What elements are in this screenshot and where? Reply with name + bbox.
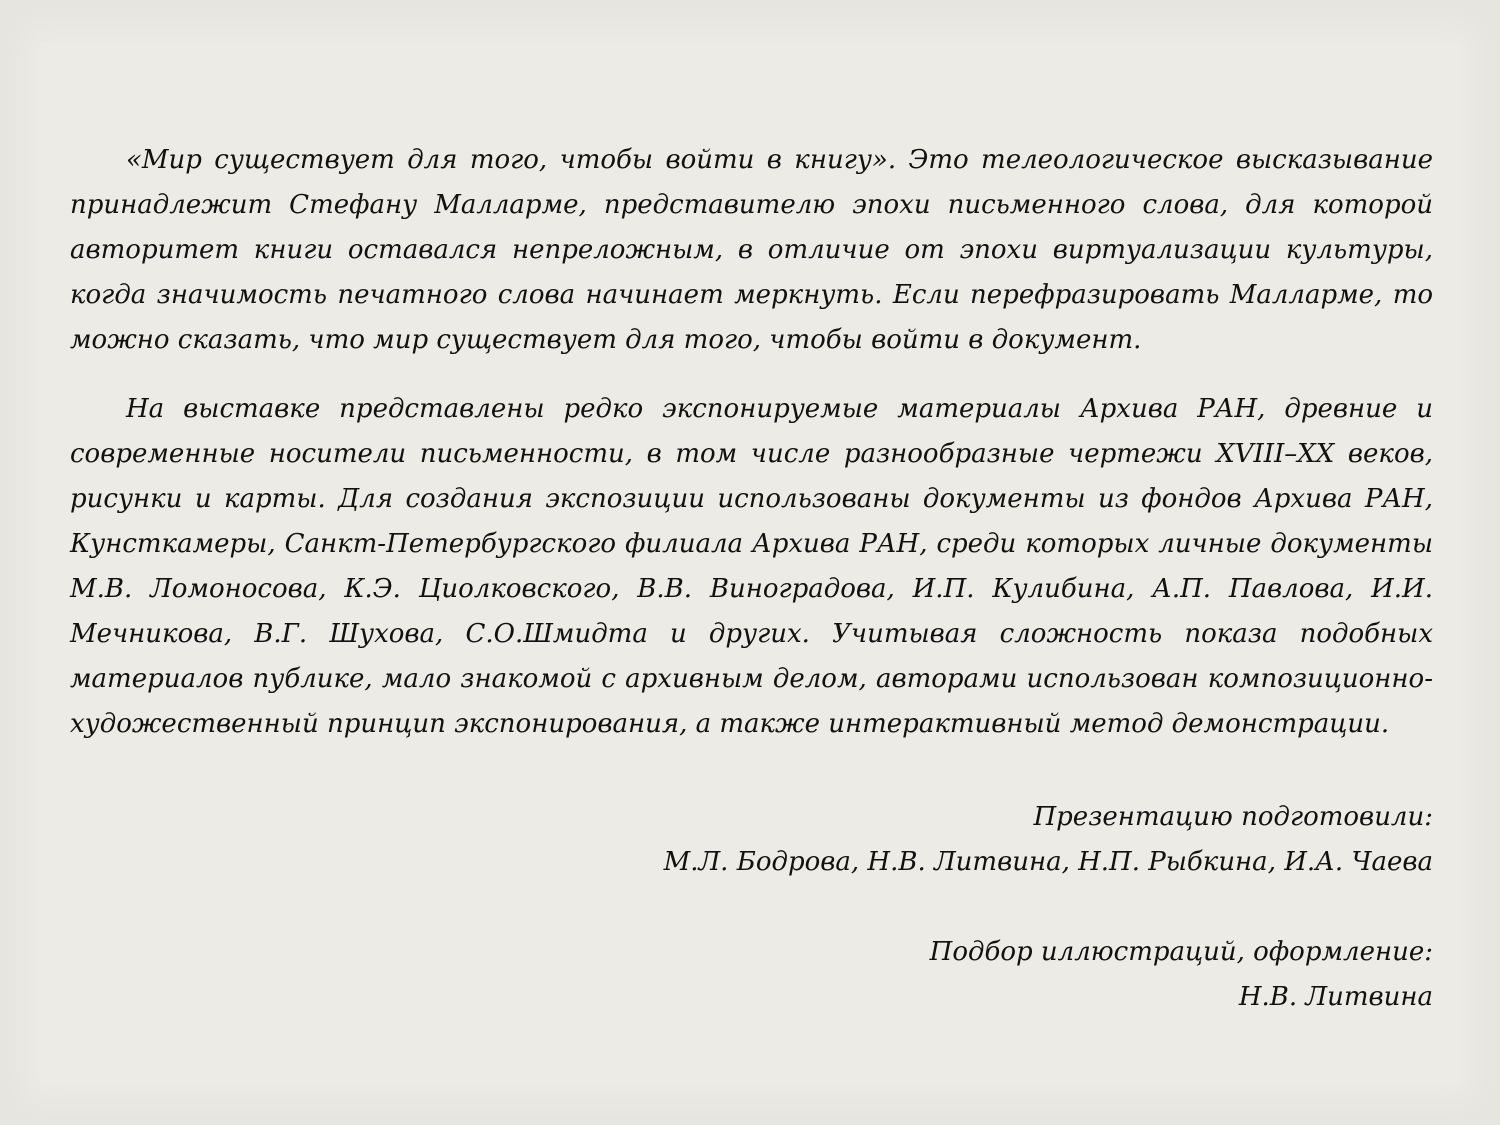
credits-design <box>533 930 1433 1020</box>
main-text <box>70 138 1433 747</box>
paragraph-intro: «Мир существует для того, чтобы войти в книгу». Это телеологическое высказывание принадлежит Стефану Малларме, представителю эпохи письменного слова, для которой авторитет книги оставался непреложным, в отличие от эпохи виртуализации культуры, когда значимость печатного слова начинает меркнуть. Если перефразировать Малларме, то можно сказать, что мир существует для того, чтобы войти в документ. <box>70 145 1433 355</box>
credits-design-label: Подбор иллюстраций, оформление: <box>929 937 1433 967</box>
credits-prepared-label: Презентацию подготовили: <box>1033 802 1433 832</box>
credits-prepared-names: М.Л. Бодрова, Н.В. Литвина, Н.П. Рыбкина, И.А. Чаева <box>663 847 1433 877</box>
credits-prepared <box>533 795 1433 885</box>
credits-design-names: Н.В. Литвина <box>1238 982 1433 1012</box>
paragraph-exhibition: На выставке представлены редко экспонируемые материалы Архива РАН, древние и современные носители письменности, в том числе разнообразные чертежи XVIII–XX веков, рисунки и карты. Для создания экспозиции использованы документы из фондов Архива РАН, Кунсткамеры, Санкт-Петербургского филиала Архива РАН, среди которых личные документы М.В. Ломоносова, К.Э. Циолковского, В.В. Виноградова, И.П. Кулибина, А.П. Павлова, И.И. Мечникова, В.Г. Шухова, С.О.Шмидта и других. Учитывая сложность показа подобных материалов публике, мало знакомой с архивным делом, авторами использован композиционно-художественный принцип экспонирования, а также интерактивный метод демонстрации. <box>70 394 1433 739</box>
